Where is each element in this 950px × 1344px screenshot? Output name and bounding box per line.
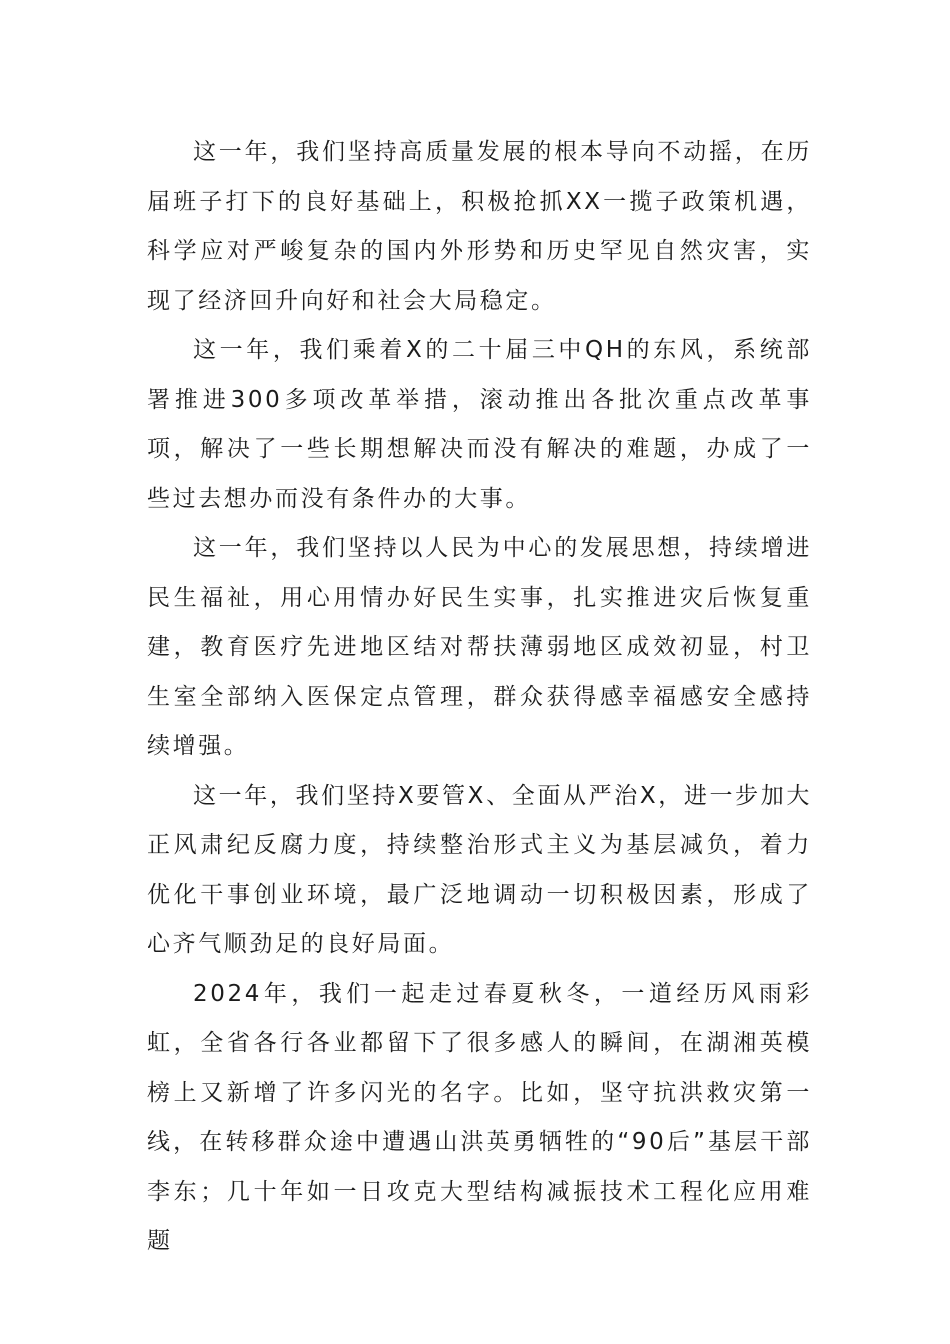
paragraph-4: 这一年，我们坚持X要管X、全面从严治X，进一步加大正风肃纪反腐力度，持续整治形式主义为基层减负，着力优化干事创业环境，最广泛地调动一切积极因素，形成了心齐气顺劲足的良好局面。 — [147, 782, 812, 957]
paragraph-1: 这一年，我们坚持高质量发展的根本导向不动摇，在历届班子打下的良好基础上，积极抢抓XX一揽子政策机遇，科学应对严峻复杂的国内外形势和历史罕见自然灾害，实现了经济回升向好和社会大局稳定。 — [147, 139, 812, 314]
paragraph-5: 2024年，我们一起走过春夏秋冬，一道经历风雨彩虹，全省各行各业都留下了很多感人的瞬间，在湖湘英模榜上又新增了许多闪光的名字。比如，坚守抗洪救灾第一线，在转移群众途中遭遇山洪英勇牺牲的“90后”基层干部李东；几十年如一日攻克大型结构减振技术工程化应用难题 — [147, 980, 812, 1254]
paragraph-2: 这一年，我们乘着X的二十届三中QH的东风，系统部署推进300多项改革举措，滚动推出各批次重点改革事项，解决了一些长期想解决而没有解决的难题，办成了一些过去想办而没有条件办的大事。 — [147, 337, 812, 512]
document-body — [147, 128, 812, 1267]
paragraph-3: 这一年，我们坚持以人民为中心的发展思想，持续增进民生福祉，用心用情办好民生实事，扎实推进灾后恢复重建，教育医疗先进地区结对帮扶薄弱地区成效初显，村卫生室全部纳入医保定点管理，群众获得感幸福感安全感持续增强。 — [147, 535, 812, 759]
